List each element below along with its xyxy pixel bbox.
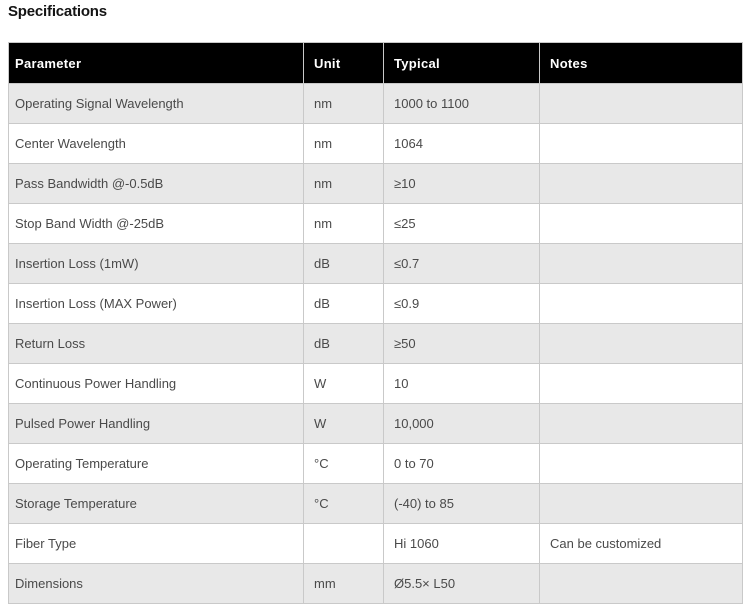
cell-typical: (-40) to 85 xyxy=(384,484,540,524)
cell-notes xyxy=(540,244,743,284)
cell-parameter: Insertion Loss (1mW) xyxy=(9,244,304,284)
table-row xyxy=(9,324,743,364)
cell-notes xyxy=(540,444,743,484)
cell-typical: ≤0.9 xyxy=(384,284,540,324)
cell-unit: nm xyxy=(304,204,384,244)
cell-unit: dB xyxy=(304,324,384,364)
table-row xyxy=(9,164,743,204)
specifications-page xyxy=(0,3,750,604)
cell-parameter: Center Wavelength xyxy=(9,124,304,164)
table-header-row xyxy=(9,43,743,84)
cell-typical: 10,000 xyxy=(384,404,540,444)
cell-typical: Ø5.5× L50 xyxy=(384,564,540,604)
cell-notes xyxy=(540,364,743,404)
table-row xyxy=(9,564,743,604)
column-header-notes: Notes xyxy=(540,43,743,84)
column-header-typical: Typical xyxy=(384,43,540,84)
cell-parameter: Stop Band Width @-25dB xyxy=(9,204,304,244)
cell-typical: 0 to 70 xyxy=(384,444,540,484)
cell-notes xyxy=(540,404,743,444)
cell-parameter: Insertion Loss (MAX Power) xyxy=(9,284,304,324)
cell-unit: mm xyxy=(304,564,384,604)
table-row xyxy=(9,204,743,244)
cell-unit: °C xyxy=(304,444,384,484)
cell-notes xyxy=(540,204,743,244)
table-row xyxy=(9,484,743,524)
cell-typical: ≥50 xyxy=(384,324,540,364)
cell-unit xyxy=(304,524,384,564)
table-row xyxy=(9,444,743,484)
cell-unit: dB xyxy=(304,284,384,324)
column-header-unit: Unit xyxy=(304,43,384,84)
column-header-parameter: Parameter xyxy=(9,43,304,84)
cell-parameter: Operating Signal Wavelength xyxy=(9,84,304,124)
cell-typical: 1064 xyxy=(384,124,540,164)
cell-unit: nm xyxy=(304,124,384,164)
cell-unit: nm xyxy=(304,84,384,124)
table-row xyxy=(9,404,743,444)
cell-typical: ≥10 xyxy=(384,164,540,204)
cell-notes xyxy=(540,124,743,164)
cell-parameter: Continuous Power Handling xyxy=(9,364,304,404)
page-title: Specifications xyxy=(8,3,107,20)
cell-parameter: Return Loss xyxy=(9,324,304,364)
table-row xyxy=(9,124,743,164)
cell-parameter: Pulsed Power Handling xyxy=(9,404,304,444)
table-body xyxy=(9,84,743,604)
cell-unit: dB xyxy=(304,244,384,284)
cell-notes xyxy=(540,564,743,604)
cell-notes xyxy=(540,284,743,324)
cell-typical: ≤0.7 xyxy=(384,244,540,284)
table-row xyxy=(9,284,743,324)
cell-typical: Hi 1060 xyxy=(384,524,540,564)
cell-unit: W xyxy=(304,364,384,404)
cell-parameter: Pass Bandwidth @-0.5dB xyxy=(9,164,304,204)
specifications-table xyxy=(8,42,743,604)
cell-unit: nm xyxy=(304,164,384,204)
cell-typical: 10 xyxy=(384,364,540,404)
cell-notes xyxy=(540,484,743,524)
cell-parameter: Storage Temperature xyxy=(9,484,304,524)
cell-notes: Can be customized xyxy=(540,524,743,564)
table-row xyxy=(9,524,743,564)
table-row xyxy=(9,364,743,404)
cell-notes xyxy=(540,164,743,204)
cell-typical: ≤25 xyxy=(384,204,540,244)
cell-notes xyxy=(540,324,743,364)
cell-typical: 1000 to 1100 xyxy=(384,84,540,124)
table-row xyxy=(9,84,743,124)
cell-parameter: Fiber Type xyxy=(9,524,304,564)
cell-parameter: Dimensions xyxy=(9,564,304,604)
table-row xyxy=(9,244,743,284)
cell-unit: °C xyxy=(304,484,384,524)
cell-parameter: Operating Temperature xyxy=(9,444,304,484)
cell-unit: W xyxy=(304,404,384,444)
cell-notes xyxy=(540,84,743,124)
